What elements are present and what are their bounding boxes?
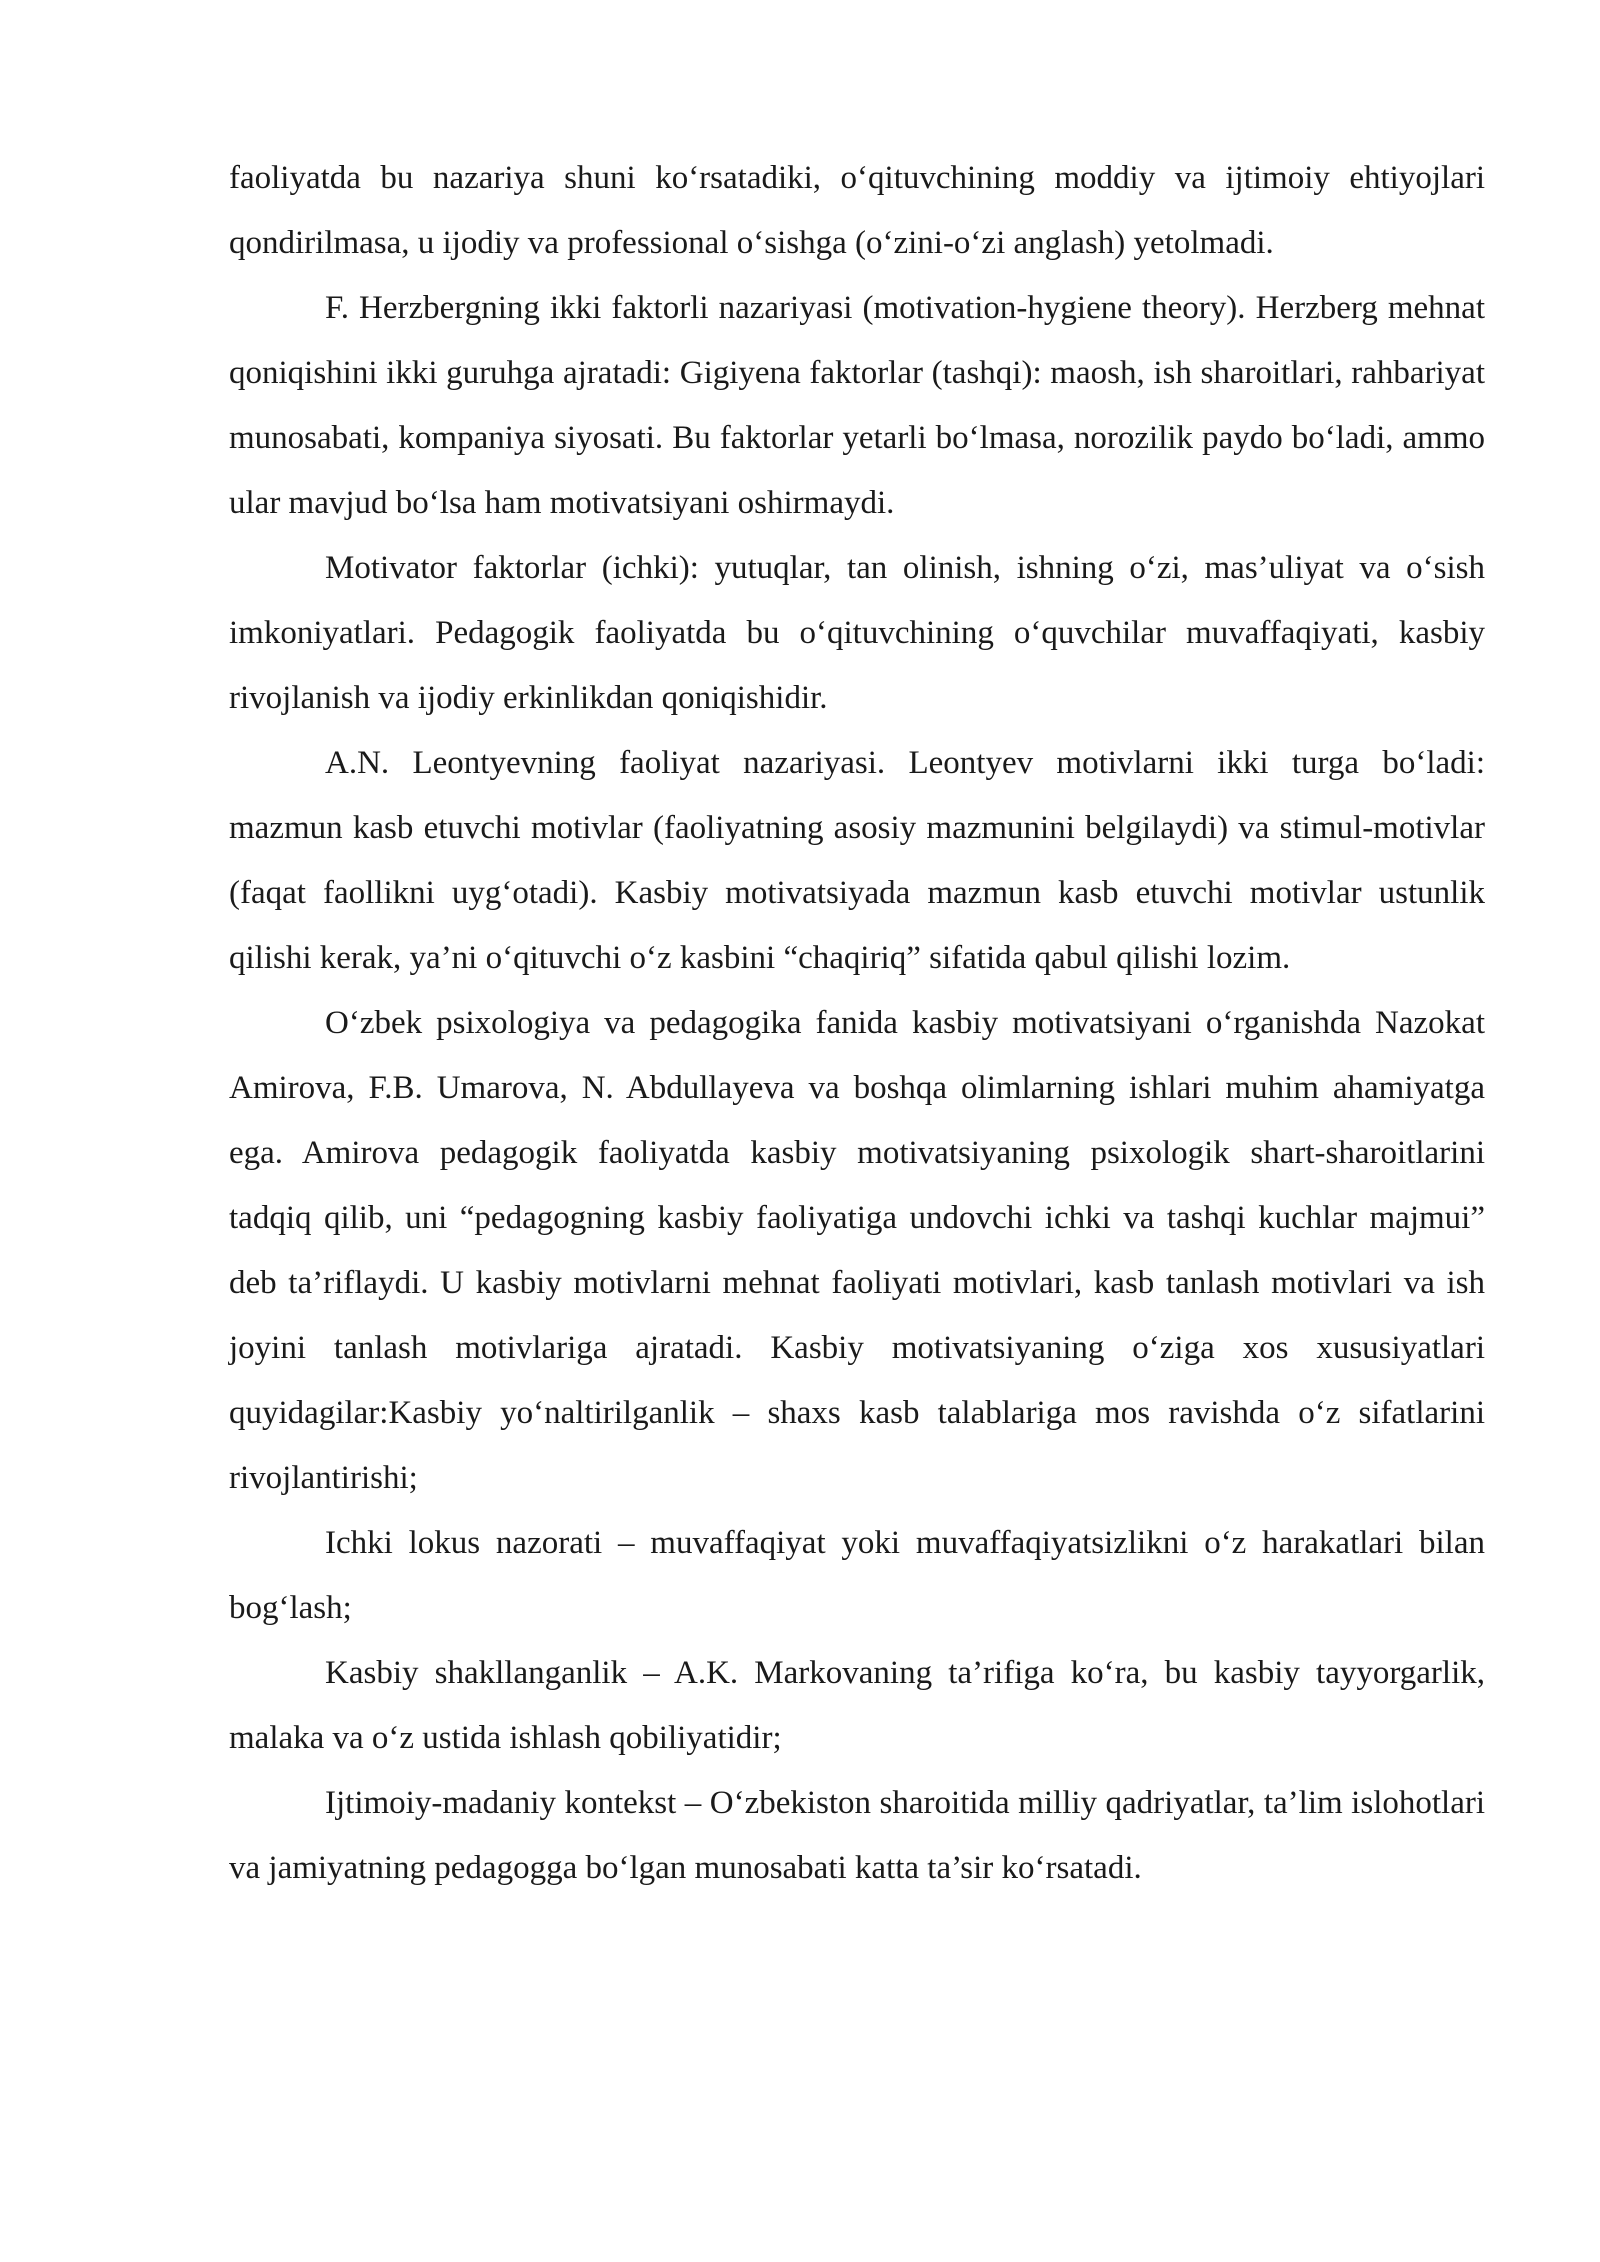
paragraph-internal-locus: Ichki lokus nazorati – muvaffaqiyat yoki muvaffaqiyatsizlikni o‘z harakatlari bilan bog‘lash; — [229, 1525, 1485, 1626]
paragraph-motivator-factors: Motivator faktorlar (ichki): yutuqlar, tan olinish, ishning o‘zi, mas’uliyat va o‘sish imkoniyatlari. Pedagogik faoliyatda bu o‘qituvchining o‘quvchilar muvaffaqiyati, kasbiy rivojlanish va ijodiy erkinlikdan qoniqishidir. — [229, 550, 1485, 716]
paragraph-leontyev-theory: A.N. Leontyevning faoliyat nazariyasi. Leontyev motivlarni ikki turga bo‘ladi: mazmun kasb etuvchi motivlar (faoliyatning asosiy mazmunini belgilaydi) va stimul-motivlar (faqat faollikni uyg‘otadi). Kasbiy motivatsiyada mazmun kasb etuvchi motivlar ustunlik qilishi kerak, ya’ni o‘qituvchi o‘z kasbini “chaqiriq” sifatida qabul qilishi lozim. — [229, 745, 1485, 976]
document-body — [229, 146, 1485, 1901]
paragraph-sociocultural-context: Ijtimoiy-madaniy kontekst – O‘zbekiston sharoitida milliy qadriyatlar, ta’lim islohotlari va jamiyatning pedagogga bo‘lgan munosabati katta ta’sir ko‘rsatadi. — [229, 1785, 1485, 1886]
paragraph-continuation: faoliyatda bu nazariya shuni ko‘rsatadiki, o‘qituvchining moddiy va ijtimoiy ehtiyojlari qondirilmasa, u ijodiy va professional o‘sishga (o‘zini-o‘zi anglash) yetolmadi. — [229, 160, 1485, 261]
paragraph-professional-formation: Kasbiy shakllanganlik – A.K. Markovaning ta’rifiga ko‘ra, bu kasbiy tayyorgarlik, malaka va o‘z ustida ishlash qobiliyatidir; — [229, 1655, 1485, 1756]
paragraph-uzbek-research: O‘zbek psixologiya va pedagogika fanida kasbiy motivatsiyani o‘rganishda Nazokat Amirova, F.B. Umarova, N. Abdullayeva va boshqa olimlarning ishlari muhim ahamiyatga ega. Amirova pedagogik faoliyatda kasbiy motivatsiyaning psixologik shart-sharoitlarini tadqiq qilib, uni “pedagogning kasbiy faoliyatiga undovchi ichki va tashqi kuchlar majmui” deb ta’riflaydi. U kasbiy motivlarni mehnat faoliyati motivlari, kasb tanlash motivlari va ish joyini tanlash motivlariga ajratadi. Kasbiy motivatsiyaning o‘ziga xos xususiyatlari quyidagilar:Kasbiy yo‘naltirilganlik – shaxs kasb talablariga mos ravishda o‘z sifatlarini rivojlantirishi; — [229, 1005, 1485, 1496]
paragraph-herzberg-theory: F. Herzbergning ikki faktorli nazariyasi (motivation-hygiene theory). Herzberg mehnat qoniqishini ikki guruhga ajratadi: Gigiyena faktorlar (tashqi): maosh, ish sharoitlari, rahbariyat munosabati, kompaniya siyosati. Bu faktorlar yetarli bo‘lmasa, norozilik paydo bo‘ladi, ammo ular mavjud bo‘lsa ham motivatsiyani oshirmaydi. — [229, 290, 1485, 521]
